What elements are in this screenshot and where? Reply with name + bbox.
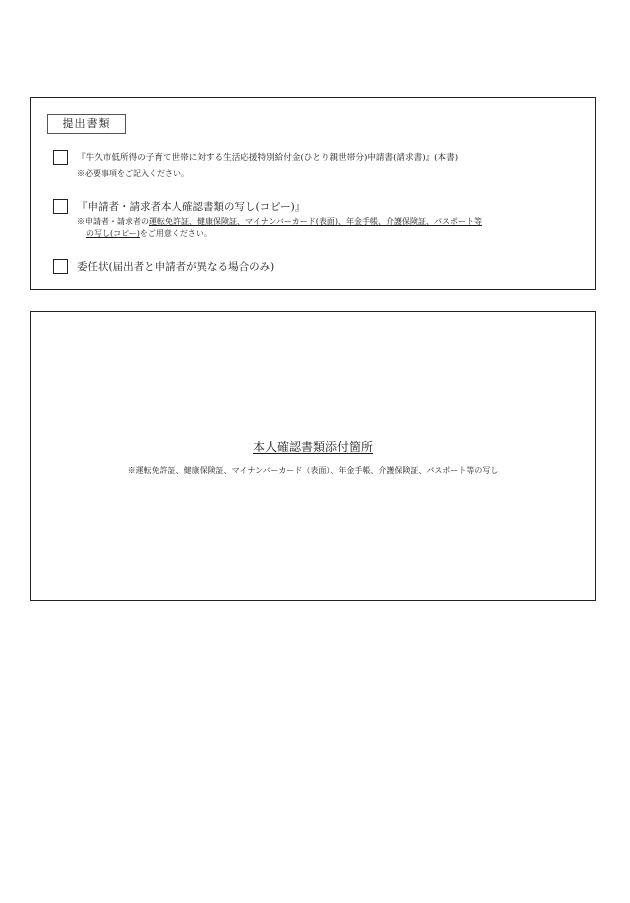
id-copy-note-suffix: をご用意ください。 [139,229,212,238]
id-copy-checkbox[interactable] [53,199,68,214]
attachment-title [31,438,595,455]
id-copy-note-copy: の写し(コピー) [86,229,140,238]
id-copy-note-prefix: ※申請者・請求者の [77,217,149,226]
id-copy-note-line2 [86,228,212,239]
attachment-title-text: 本人確認書類添付箇所 [252,440,373,454]
application-note: ※必要事項をご記入ください。 [77,169,189,178]
attachment-note: ※運転免許証、健康保険証、マイナンバーカード（表面）、年金手帳、介護保険証、パスポート等の写し [127,466,499,475]
application-label: 『牛久市低所得の子育て世帯に対する生活応援特別給付金(ひとり親世帯分)申請書(請求書)』(本書) [77,153,459,163]
id-copy-note-documents: 運転免許証、健康保険証、マイナンバーカード(表面)、年金手帳、介護保険証、パスポート等 [149,217,482,226]
power-of-attorney-label: 委任状(届出者と申請者が異なる場合のみ) [77,261,275,273]
id-copy-label: 『申請者・請求者本人確認書類の写し(コピー)』 [77,201,306,213]
power-of-attorney-checkbox[interactable] [53,259,68,274]
id-copy-note-line1 [77,216,482,227]
id-attachment-area [30,311,596,601]
section-heading: 提出書類 [47,114,126,134]
application-checkbox[interactable] [53,150,68,165]
documents-section [30,97,596,290]
